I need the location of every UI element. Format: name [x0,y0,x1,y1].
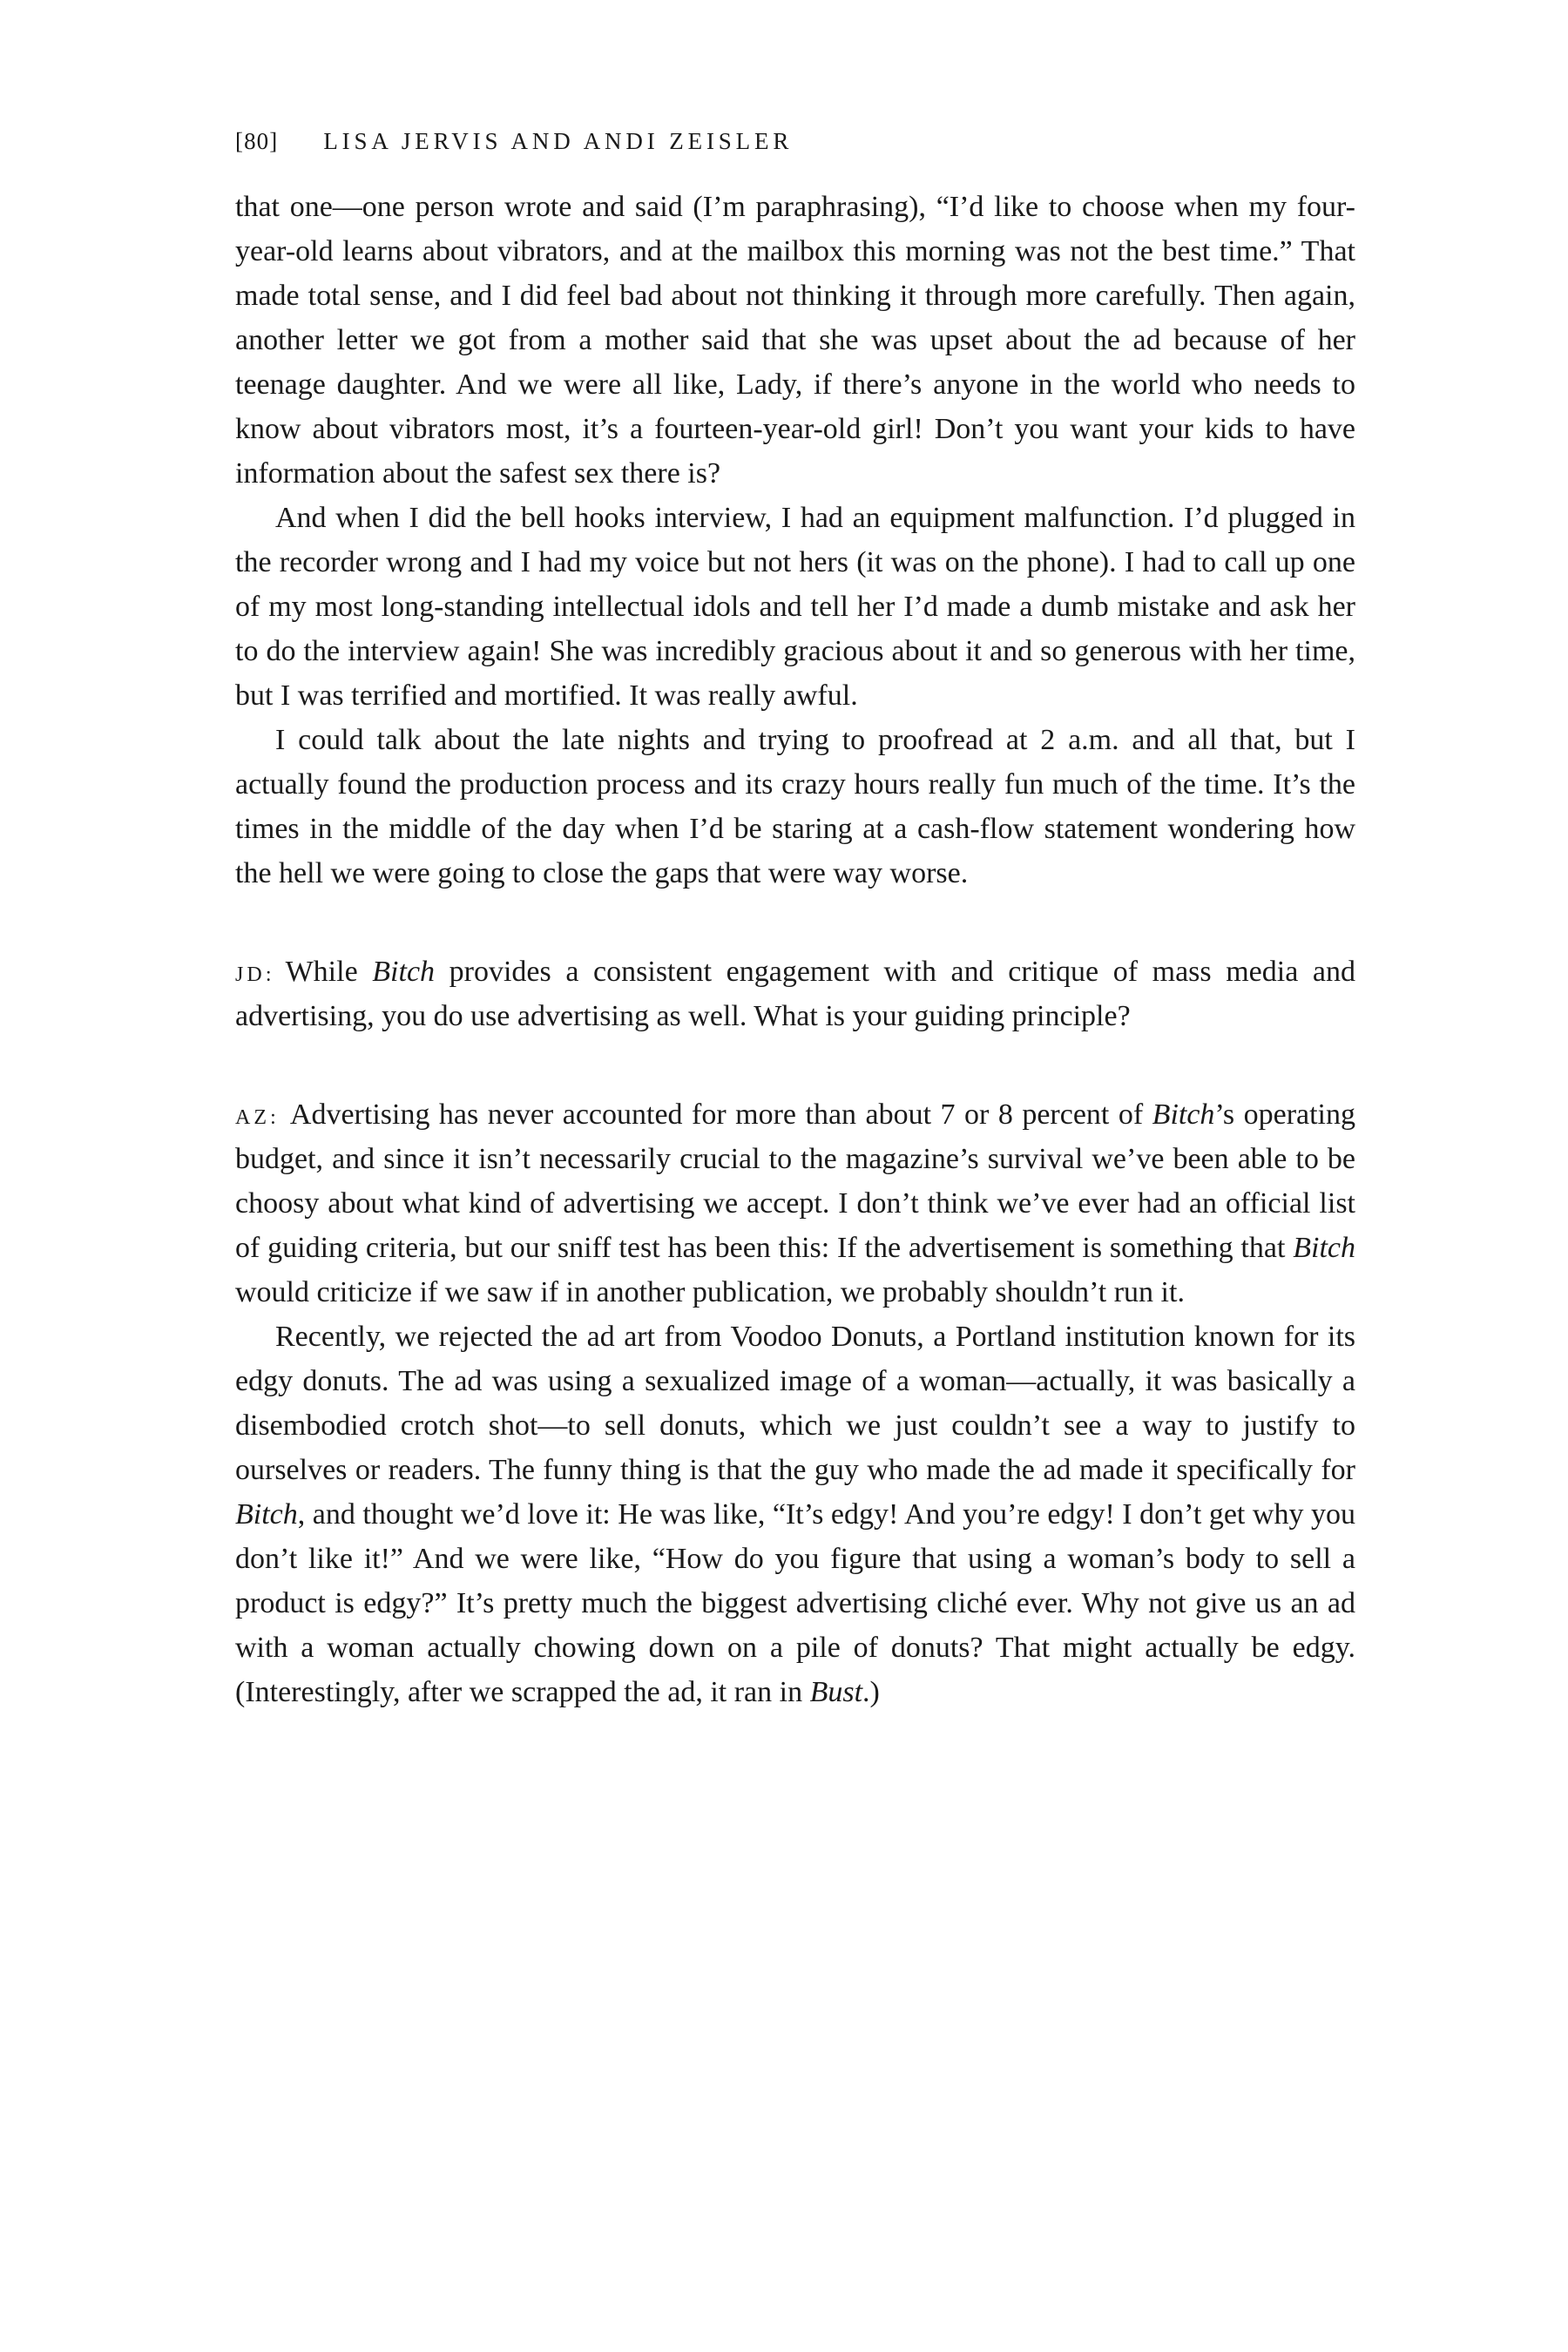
page-number: [80] [235,128,279,154]
running-title: LISA JERVIS AND ANDI ZEISLER [323,128,794,154]
speaker-label: JD: [235,956,275,988]
paragraph-voodoo-donuts [235,1315,1355,1714]
magazine-title-italic: Bitch [1293,1232,1355,1264]
paragraph-question-jd [235,950,1355,1038]
magazine-title-italic: Bitch [235,1498,298,1531]
paragraph-late-nights [235,718,1355,896]
text-run: .) [862,1676,880,1708]
magazine-title-italic: Bitch [1152,1098,1215,1131]
text-run: I could talk about the late nights and trying to proofread at 2 a.m. and all that, but I actually found the production process and its crazy hours really fun much of the time. It’s the times in the middle of the day when I’d be staring at a cash-flow statement wondering how the hell we were going to close the gaps that were way worse. [235,724,1355,889]
paragraph-bell-hooks [235,496,1355,718]
text-run: would criticize if we saw if in another publication, we probably shouldn’t run it. [235,1276,1185,1308]
text-run: While [285,956,373,988]
text-run: And when I did the bell hooks interview, I had an equipment malfunction. I’d plugged in the recorder wrong and I had my voice but not hers (it was on the phone). I had to call up one of my most long-standing intellectual idols and tell her I’d made a dumb mistake and ask her to do the interview again! She was incredibly gracious about it and so generous with her time, but I was terrified and mortified. It was really awful. [235,502,1355,712]
text-column [235,127,1355,1714]
text-run: Recently, we rejected the ad art from Voodoo Donuts, a Portland institution known for its edgy donuts. The ad was using a sexualized image of a woman—actually, it was basically a disembodied crotch shot—to sell donuts, which we just couldn’t see a way to justify to ourselves or readers. The funny thing is that the guy who made the ad made it specifically for [235,1321,1355,1486]
speaker-label: AZ: [235,1098,280,1131]
magazine-title-italic: Bitch [372,956,436,988]
magazine-title-italic: Bust [809,1676,863,1708]
text-run: Advertising has never accounted for more than about 7 or 8 percent of [289,1098,1152,1131]
paragraph-answer-az [235,1092,1355,1315]
text-run: ’s operating budget, and since it isn’t necessarily crucial to the magazine’s survival we’ve been able to be choosy about what kind of advertising we accept. I don’t think we’ve ever had an official list of guiding criteria, but our sniff test has been this: If the advertisement is something that [235,1098,1355,1264]
body-text [235,185,1355,1714]
text-run: that one—one person wrote and said (I’m paraphrasing), “I’d like to choose when my four-year-old learns about vibrators, and at the mailbox this morning was not the best time.” That made total sense, and I did feel bad about not thinking it through more carefully. Then again, another letter we got from a mother said that she was upset about the ad because of her teenage daughter. And we were all like, Lady, if there’s anyone in the world who needs to know about vibrators most, it’s a fourteen-year-old girl! Don’t you want your kids to have information about the safest sex there is? [235,191,1355,490]
text-run: , and thought we’d love it: He was like, “It’s edgy! And you’re edgy! I don’t get why you don’t like it!” And we were like, “How do you figure that using a woman’s body to sell a product is edgy?” It’s pretty much the biggest advertising cliché ever. Why not give us an ad with a woman actually chowing down on a pile of donuts? That might actually be edgy. (Interestingly, after we scrapped the ad, it ran in [235,1498,1355,1708]
text-run: provides a consistent engagement with and critique of mass media and advertising, you do use advertising as well. What is your guiding principle? [235,956,1355,1032]
paragraph-continuation [235,185,1355,496]
running-header [235,127,1355,155]
